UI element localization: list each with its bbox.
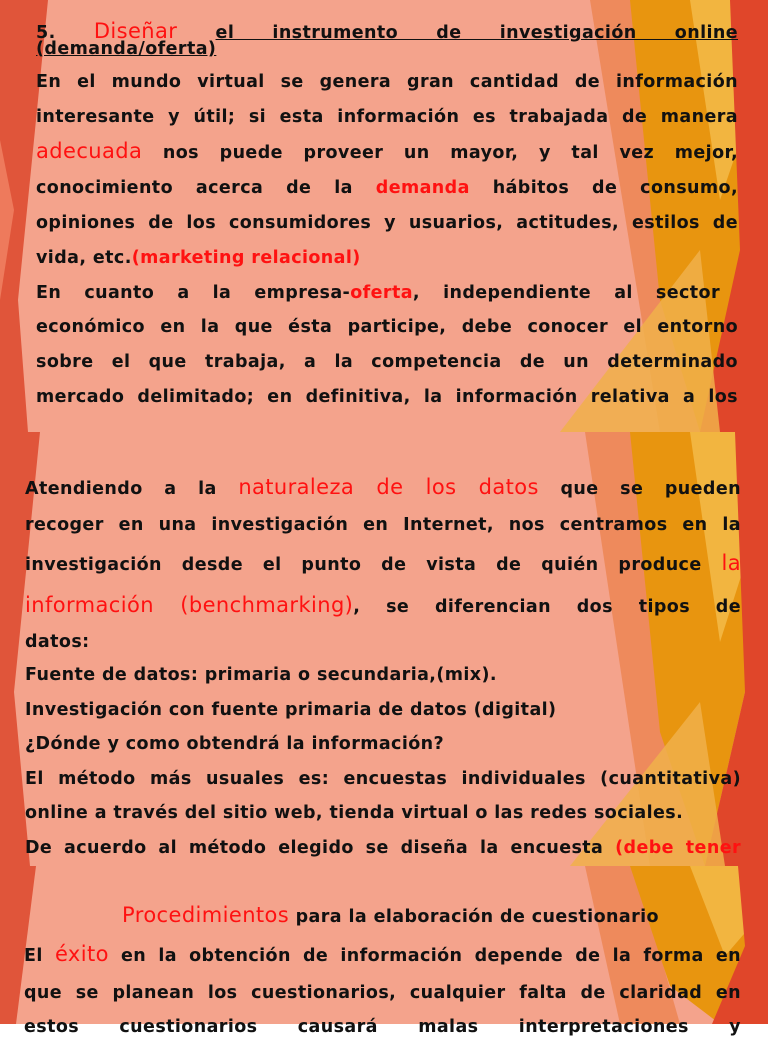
slide-2-line: Atendiendo a la naturaleza de los datos que se pueden — [25, 475, 741, 499]
slide-3-line: El éxito en la obtención de información depende de la forma en — [24, 942, 741, 966]
slide-1-line: opiniones de los consumidores y usuarios, actitudes, estilos de — [36, 212, 738, 233]
slide-1-line: sobre el que trabaja, a la competencia de un determinado — [36, 352, 738, 373]
slide-1-line: En cuanto a la empresa-oferta, independiente al sector — [36, 282, 720, 303]
slide-3-line: estos cuestionarios causará malas interpretaciones y — [24, 1017, 741, 1037]
slide-1-heading: 5. Diseñar el instrumento de investigación online — [36, 19, 739, 43]
slide-1-line: adecuada nos puede proveer un mayor, y tal vez mejor, — [36, 139, 738, 164]
slide-2-line: Fuente de datos: primaria o secundaria,(mix). — [25, 665, 497, 685]
slide-3-title: Procedimientos para la elaboración de cuestionario — [122, 903, 659, 927]
slide-2-line: investigación desde el punto de vista de quién produce la — [25, 551, 741, 575]
slide-3-text — [24, 900, 741, 1046]
slide-3 — [0, 866, 768, 1037]
slide-1 — [0, 0, 768, 432]
slide-1-heading-line2: (demanda/oferta) — [36, 38, 217, 59]
slide-1-line: interesante y útil; si esta información es trabajada de manera — [36, 106, 738, 127]
slide-2-line: información (benchmarking), se diferencian dos tipos de — [25, 593, 742, 617]
slide-3-line: que se planean los cuestionarios, cualquier falta de claridad en — [24, 983, 741, 1003]
slide-2-line: El método más usuales es: encuestas individuales (cuantitativa) — [25, 769, 741, 789]
slide-1-line: conocimiento acerca de la demanda hábitos de consumo, — [36, 178, 739, 199]
slide-1-line: vida, etc.(marketing relacional) — [36, 247, 361, 268]
slide-1-text — [36, 14, 738, 415]
slide-2-line: Investigación con fuente primaria de datos (digital) — [25, 700, 557, 720]
slide-1-line: En el mundo virtual se genera gran cantidad de información — [36, 71, 738, 92]
slide-2-text — [25, 468, 741, 865]
slide-2-line: datos: — [25, 632, 90, 652]
slide-2-line: recoger en una investigación en Internet, nos centramos en la — [25, 515, 741, 535]
slide-1-line: económico en la que ésta participe, debe conocer el entorno — [36, 317, 738, 338]
slide-2-line: De acuerdo al método elegido se diseña la encuesta (debe tener — [25, 838, 741, 858]
slide-2-line: online a través del sitio web, tienda virtual o las redes sociales. — [25, 803, 684, 823]
slide-1-line: mercado delimitado; en definitiva, la información relativa a los — [36, 386, 738, 407]
slide-2-line: ¿Dónde y como obtendrá la información? — [25, 734, 445, 754]
slide-2 — [0, 432, 768, 866]
